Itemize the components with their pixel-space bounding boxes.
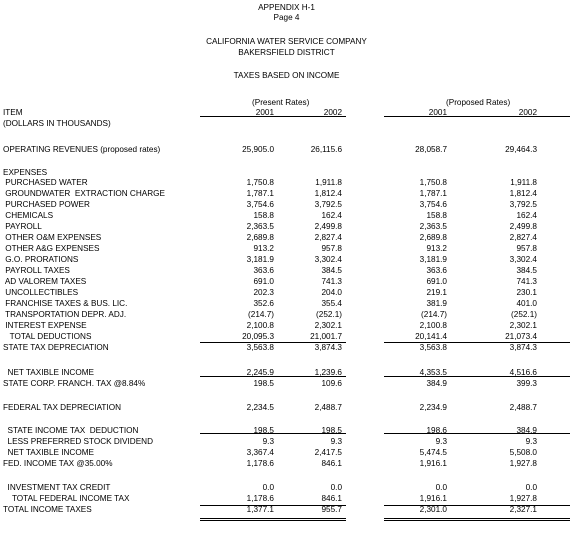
row-value: 0.0 xyxy=(330,483,342,492)
row-label: TOTAL INCOME TAXES xyxy=(3,505,92,514)
row-label: NET TAXIBLE INCOME xyxy=(3,368,94,377)
row-label: STATE INCOME TAX DEDUCTION xyxy=(3,426,139,435)
row-label: CHEMICALS xyxy=(3,211,54,220)
row-value: 2,689.8 xyxy=(419,233,447,242)
row-value: (252.1) xyxy=(316,310,342,319)
units-label: (DOLLARS IN THOUSANDS) xyxy=(3,119,111,128)
row-label: UNCOLLECTIBLES xyxy=(3,288,79,297)
row-value: 2,327.1 xyxy=(509,505,537,514)
row-value: 384.5 xyxy=(321,266,342,275)
row-value: 2,488.7 xyxy=(509,403,537,412)
row-value: 2,100.8 xyxy=(419,321,447,330)
row-value: 1,916.1 xyxy=(419,494,447,503)
row-label: AD VALOREM TAXES xyxy=(3,277,87,286)
row-label: PURCHASED WATER xyxy=(3,178,88,187)
row-value: 219.1 xyxy=(426,288,447,297)
row-value: 846.1 xyxy=(321,494,342,503)
page-number: Page 4 xyxy=(273,13,300,22)
row-value: (252.1) xyxy=(511,310,537,319)
row-value: 21,001.7 xyxy=(310,332,342,341)
item-label: ITEM xyxy=(3,108,23,117)
row-value: 691.0 xyxy=(253,277,274,286)
row-value: 5,474.5 xyxy=(419,448,447,457)
row-value: (214.7) xyxy=(248,310,274,319)
row-value: 1,750.8 xyxy=(246,178,274,187)
row-value: 2,301.0 xyxy=(419,505,447,514)
row-value: 0.0 xyxy=(435,483,447,492)
row-value: 9.3 xyxy=(262,437,274,446)
row-value: 28,058.7 xyxy=(415,145,447,154)
row-value: 0.0 xyxy=(525,483,537,492)
row-label: NET TAXIBLE INCOME xyxy=(3,448,94,457)
row-value: 3,181.9 xyxy=(419,255,447,264)
row-label: STATE TAX DEPRECIATION xyxy=(3,343,109,352)
row-value: 352.6 xyxy=(253,299,274,308)
row-label: INTEREST EXPENSE xyxy=(3,321,87,330)
row-value: 4,516.6 xyxy=(509,368,537,377)
row-value: 957.8 xyxy=(516,244,537,253)
row-label: OPERATING REVENUES (proposed rates) xyxy=(3,145,161,154)
row-value: 2,499.8 xyxy=(509,222,537,231)
district-name: BAKERSFIELD DISTRICT xyxy=(238,48,335,57)
row-value: 384.9 xyxy=(426,379,447,388)
row-value: 3,792.5 xyxy=(509,200,537,209)
row-value: 2,245.9 xyxy=(246,368,274,377)
row-value: 363.6 xyxy=(426,266,447,275)
row-value: 29,464.3 xyxy=(505,145,537,154)
row-value: 1,916.1 xyxy=(419,459,447,468)
row-value: 3,792.5 xyxy=(314,200,342,209)
appendix-title: APPENDIX H-1 xyxy=(258,3,315,12)
row-value: 3,874.3 xyxy=(509,343,537,352)
row-value: 9.3 xyxy=(435,437,447,446)
row-value: 401.0 xyxy=(516,299,537,308)
row-value: 25,905.0 xyxy=(242,145,274,154)
row-value: 4,353.5 xyxy=(419,368,447,377)
row-value: 1,812.4 xyxy=(509,189,537,198)
row-value: 20,141.4 xyxy=(415,332,447,341)
row-value: 913.2 xyxy=(253,244,274,253)
row-label: FED. INCOME TAX @35.00% xyxy=(3,459,113,468)
row-value: 1,377.1 xyxy=(246,505,274,514)
row-value: 20,095.3 xyxy=(242,332,274,341)
row-value: 162.4 xyxy=(516,211,537,220)
row-value: 158.8 xyxy=(253,211,274,220)
row-value: 1,750.8 xyxy=(419,178,447,187)
row-value: 198.6 xyxy=(426,426,447,435)
row-value: 691.0 xyxy=(426,277,447,286)
row-value: 3,302.4 xyxy=(509,255,537,264)
row-value: 2,827.4 xyxy=(509,233,537,242)
double-rule-b-proposed xyxy=(384,520,570,521)
row-value: 3,181.9 xyxy=(246,255,274,264)
row-value: 1,787.1 xyxy=(246,189,274,198)
row-value: (214.7) xyxy=(421,310,447,319)
report-title: TAXES BASED ON INCOME xyxy=(233,71,340,80)
row-value: 363.6 xyxy=(253,266,274,275)
row-label: INVESTMENT TAX CREDIT xyxy=(3,483,111,492)
row-value: 355.4 xyxy=(321,299,342,308)
company-name: CALIFORNIA WATER SERVICE COMPANY xyxy=(206,37,367,46)
row-value: 26,115.6 xyxy=(310,145,342,154)
row-value: 5,508.0 xyxy=(509,448,537,457)
rule-before-net-taxible-present xyxy=(200,376,346,377)
row-value: 1,911.8 xyxy=(510,178,537,187)
row-value: 2,302.1 xyxy=(509,321,537,330)
year-header-proposed-2002: 2002 xyxy=(518,108,537,117)
row-value: 846.1 xyxy=(321,459,342,468)
row-value: 3,367.4 xyxy=(246,448,274,457)
row-value: 741.3 xyxy=(321,277,342,286)
present-rates-label: (Present Rates) xyxy=(252,98,310,107)
row-label: PAYROLL TAXES xyxy=(3,266,70,275)
row-value: 158.8 xyxy=(426,211,447,220)
row-value: 2,363.5 xyxy=(419,222,447,231)
header-underline-present xyxy=(200,116,346,117)
row-value: 3,754.6 xyxy=(246,200,274,209)
row-value: 162.4 xyxy=(321,211,342,220)
row-value: 384.9 xyxy=(516,426,537,435)
row-label: STATE CORP. FRANCH. TAX @8.84% xyxy=(3,379,146,388)
row-label: PAYROLL xyxy=(3,222,42,231)
row-value: 9.3 xyxy=(525,437,537,446)
proposed-rates-label: (Proposed Rates) xyxy=(446,98,511,107)
row-value: 1,911.8 xyxy=(315,178,342,187)
row-value: 21,073.4 xyxy=(505,332,537,341)
row-label: FEDERAL TAX DEPRECIATION xyxy=(3,403,121,412)
row-value: 384.5 xyxy=(516,266,537,275)
double-rule-b-present xyxy=(200,520,346,521)
row-value: 198.5 xyxy=(253,426,274,435)
row-label: LESS PREFERRED STOCK DIVIDEND xyxy=(3,437,153,446)
row-value: 2,234.5 xyxy=(246,403,274,412)
row-value: 2,827.4 xyxy=(314,233,342,242)
double-rule-a-proposed xyxy=(384,518,570,519)
row-value: 2,302.1 xyxy=(314,321,342,330)
row-value: 3,563.8 xyxy=(246,343,274,352)
row-value: 2,689.8 xyxy=(246,233,274,242)
row-label: GROUNDWATER EXTRACTION CHARGE xyxy=(3,189,165,198)
row-value: 741.3 xyxy=(516,277,537,286)
rule-before-total-deductions-proposed xyxy=(384,342,570,343)
row-label: OTHER A&G EXPENSES xyxy=(3,244,100,253)
rule-before-net-taxible-2-present xyxy=(200,433,346,434)
row-value: 1,178.6 xyxy=(246,459,274,468)
row-value: 1,178.6 xyxy=(246,494,274,503)
row-value: 198.5 xyxy=(321,426,342,435)
row-value: 1,812.4 xyxy=(314,189,342,198)
row-value: 204.0 xyxy=(321,288,342,297)
row-value: 2,363.5 xyxy=(246,222,274,231)
row-value: 1,927.8 xyxy=(509,494,537,503)
row-value: 957.8 xyxy=(321,244,342,253)
year-header-present-2001: 2001 xyxy=(255,108,274,117)
row-value: 3,874.3 xyxy=(314,343,342,352)
row-value: 913.2 xyxy=(426,244,447,253)
row-label: G.O. PRORATIONS xyxy=(3,255,79,264)
rule-before-total-federal-present xyxy=(200,505,346,506)
row-value: 1,239.6 xyxy=(314,368,342,377)
row-value: 3,563.8 xyxy=(419,343,447,352)
row-value: 3,754.6 xyxy=(419,200,447,209)
year-header-present-2002: 2002 xyxy=(323,108,342,117)
row-value: 230.1 xyxy=(516,288,537,297)
row-label: EXPENSES xyxy=(3,168,48,177)
row-value: 198.5 xyxy=(253,379,274,388)
row-value: 0.0 xyxy=(262,483,274,492)
row-value: 2,234.9 xyxy=(419,403,447,412)
rule-before-net-taxible-proposed xyxy=(384,376,570,377)
row-label: PURCHASED POWER xyxy=(3,200,90,209)
double-rule-a-present xyxy=(200,518,346,519)
row-label: TOTAL FEDERAL INCOME TAX xyxy=(3,494,130,503)
row-value: 2,499.8 xyxy=(314,222,342,231)
row-value: 202.3 xyxy=(253,288,274,297)
row-value: 9.3 xyxy=(330,437,342,446)
rule-before-total-deductions-present xyxy=(200,342,346,343)
row-value: 109.6 xyxy=(321,379,342,388)
row-label: FRANCHISE TAXES & BUS. LIC. xyxy=(3,299,128,308)
row-label: TOTAL DEDUCTIONS xyxy=(3,332,92,341)
row-label: TRANSPORTATION DEPR. ADJ. xyxy=(3,310,127,319)
row-value: 2,488.7 xyxy=(314,403,342,412)
row-label: OTHER O&M EXPENSES xyxy=(3,233,102,242)
header-underline-proposed xyxy=(384,116,570,117)
row-value: 2,100.8 xyxy=(246,321,274,330)
row-value: 2,417.5 xyxy=(314,448,342,457)
row-value: 1,787.1 xyxy=(419,189,447,198)
row-value: 399.3 xyxy=(516,379,537,388)
row-value: 381.9 xyxy=(426,299,447,308)
row-value: 955.7 xyxy=(321,505,342,514)
year-header-proposed-2001: 2001 xyxy=(428,108,447,117)
row-value: 1,927.8 xyxy=(509,459,537,468)
rule-before-total-federal-proposed xyxy=(384,505,570,506)
row-value: 3,302.4 xyxy=(314,255,342,264)
rule-before-net-taxible-2-proposed xyxy=(384,433,570,434)
